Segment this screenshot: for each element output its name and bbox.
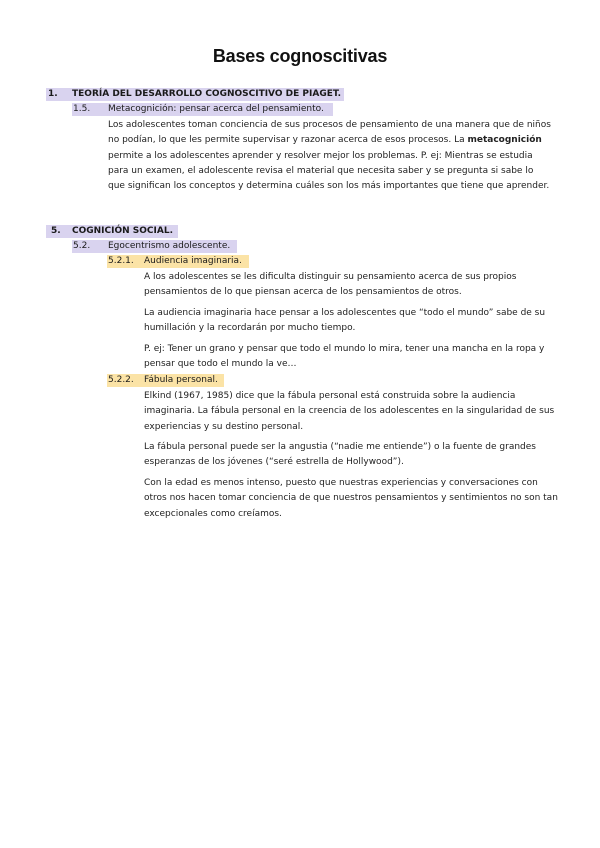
section-1-number: 1. [48, 89, 58, 99]
paragraph-metacognition [108, 118, 553, 194]
item-5-2-2-number: 5.2.2. [108, 375, 134, 385]
metacognition-term: metacognición [467, 135, 542, 146]
paragraph-personal-fable-1: Elkind (1967, 1985) dice que la fábula personal está construida sobre la audiencia imaginaria. La fábula personal en la creencia de los adolescentes en la singularidad de sus experiencias y su destino personal. [144, 391, 555, 432]
subsection-1-5-title: Metacognición: pensar acerca del pensamiento. [108, 104, 324, 114]
paragraph-metacognition-part-2: permite a los adolescentes aprender y resolver mejor los problemas. P. ej: Mientras se estudia para un examen, el adolescente revisa el material que necesita saber y se pregunta si sabe lo que significan los conceptos y determina cuáles son los más importantes que tiene que aprender. [108, 150, 550, 192]
page-title: Bases cognoscitivas [212, 46, 388, 66]
section-5-heading [46, 225, 178, 238]
item-5-2-1-heading [107, 255, 249, 268]
subsection-5-2-title: Egocentrismo adolescente. [108, 241, 231, 251]
section-5-title: COGNICIÓN SOCIAL. [72, 226, 173, 236]
subsection-5-2-number: 5.2. [73, 241, 91, 251]
item-5-2-2-heading [107, 374, 224, 387]
paragraph-imaginary-audience-3: P. ej: Tener un grano y pensar que todo el mundo lo mira, tener una mancha en la ropa y pensar que todo el mundo la ve… [144, 344, 545, 370]
subsection-5-2-heading [72, 240, 237, 253]
item-5-2-2-title: Fábula personal. [144, 375, 218, 385]
section-1-heading [46, 88, 344, 101]
subsection-1-5-number: 1.5. [73, 104, 91, 114]
paragraph-imaginary-audience-1: A los adolescentes se les dificulta distinguir su pensamiento acerca de sus propios pensamientos de lo que piensan acerca de los pensamientos de otros. [144, 272, 517, 298]
item-5-2-1-number: 5.2.1. [108, 256, 134, 266]
paragraph-imaginary-audience-2: La audiencia imaginaria hace pensar a los adolescentes que “todo el mundo” sabe de su humillación y la recordarán por mucho tiempo. [144, 308, 546, 334]
item-5-2-1-title: Audiencia imaginaria. [144, 256, 242, 266]
paragraph-metacognition-part-1: Los adolescentes toman conciencia de sus procesos de pensamiento de una manera que de niños no podían, lo que les permite supervisar y razonar acerca de esos procesos. La [108, 120, 551, 146]
section-5-number: 5. [51, 226, 61, 236]
subsection-1-5-heading [72, 103, 333, 116]
paragraph-personal-fable-3: Con la edad es menos intenso, puesto que nuestras experiencias y conversaciones con otros nos hacen tomar conciencia de que nuestros pensamientos y sentimientos no son tan excepcionales como creíamos. [144, 478, 558, 519]
section-1-title: TEORÍA DEL DESARROLLO COGNOSCITIVO DE PIAGET. [72, 89, 342, 99]
paragraph-personal-fable-2: La fábula personal puede ser la angustia (“nadie me entiende”) o la fuente de grandes esperanzas de los jóvenes (“seré estrella de Hollywood”). [144, 442, 536, 468]
